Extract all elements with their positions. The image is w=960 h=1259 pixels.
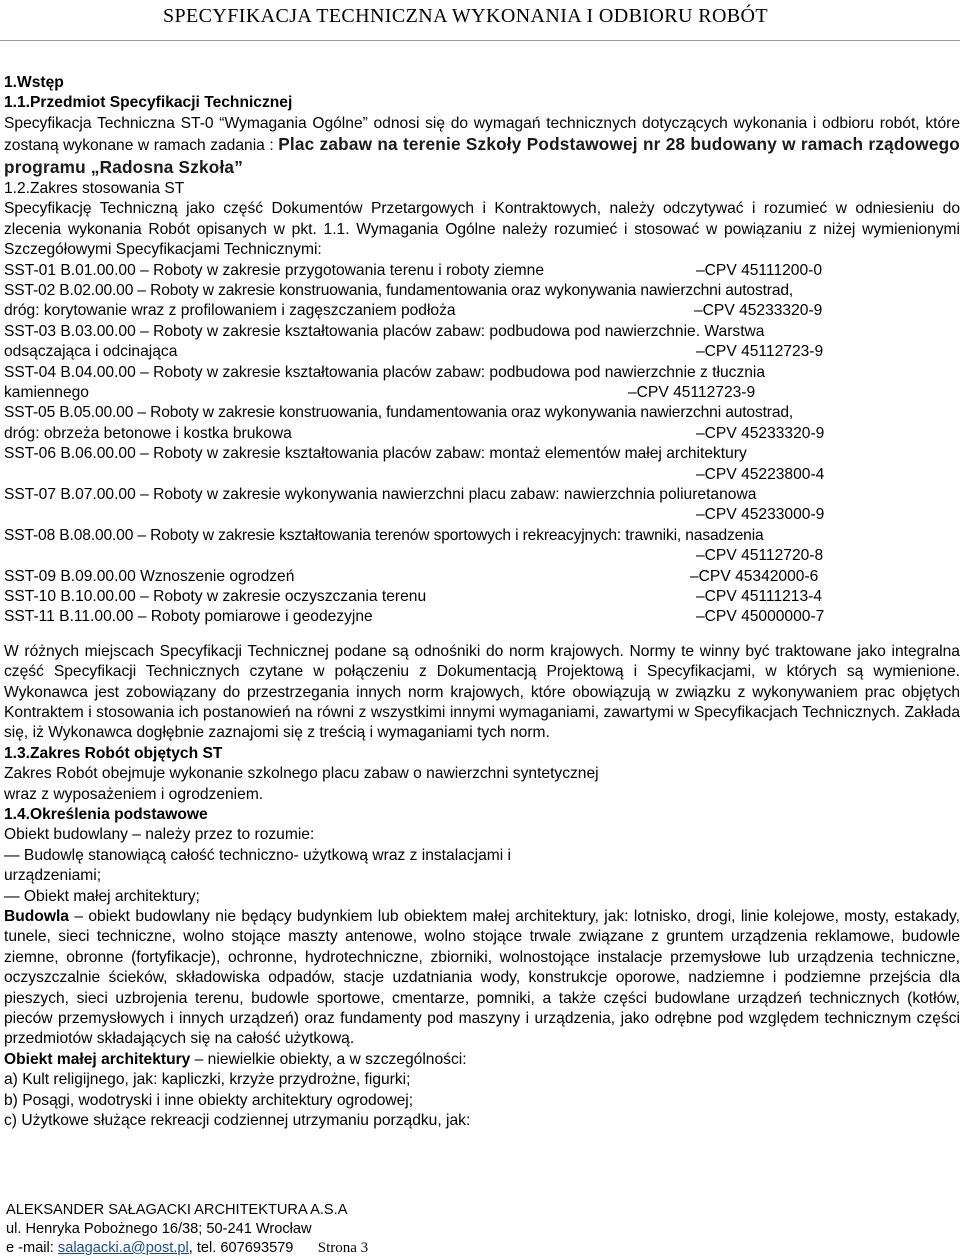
definition-intro: Obiekt budowlany – należy przez to rozumie: — [4, 826, 315, 844]
section-heading-1-1: 1.1.Przedmiot Specyfikacji Technicznej — [4, 94, 293, 112]
sst-row — [4, 607, 960, 627]
spacer — [4, 628, 960, 642]
scope-line: Zakres Robót obejmuje wykonanie szkolnego placu zabaw o nawierzchni syntetycznej — [4, 765, 599, 783]
sst-label: SST-05 B.05.00.00 – Roboty w zakresie konstruowania, fundamentowania oraz wykonywania nawierzchni autostrad, — [4, 404, 794, 422]
section-heading-1: 1.Wstęp — [4, 74, 64, 91]
section-1-2-paragraph: Specyfikację Techniczną jako część Dokumentów Przetargowych i Kontraktowych, należy odczytywać i rozumieć w odniesieniu do zlecenia wykonania Robót opisanych w pkt. 1.1. Wymagania Ogólne należy rozumieć i stosować w powiązaniu z niżej wymienionymi Szczegółowymi Specyfikacjami Technicznymi: — [4, 200, 960, 259]
definition-item: urządzeniami; — [4, 867, 102, 885]
sst-label: SST-08 B.08.00.00 – Roboty w zakresie kształtowania terenów sportowych i rekreacyjnych: trawniki, nasadzenia — [4, 526, 764, 544]
sst-label: SST-03 B.03.00.00 – Roboty w zakresie kształtowania placów zabaw: podbudowa pod nawierzchnie. Warstwa — [4, 322, 765, 340]
cpv-code: –CPV 45233320-9 — [696, 424, 825, 442]
section-heading-1-4: 1.4.Określenia podstawowe — [4, 805, 208, 823]
sst-row — [4, 301, 960, 321]
sst-label: SST-11 B.11.00.00 – Roboty pomiarowe i geodezyjne — [4, 608, 373, 626]
sst-label: SST-06 B.06.00.00 – Roboty w zakresie kształtowania placów zabaw: montaż elementów małej architektury — [4, 445, 747, 463]
sst-row — [4, 526, 960, 546]
scope-line: wraz z wyposażeniem i ogrodzeniem. — [4, 785, 264, 803]
sst-row — [4, 505, 960, 525]
budowla-definition — [4, 907, 960, 1050]
sst-row — [4, 424, 960, 444]
cpv-code: –CPV 45111200-0 — [696, 261, 822, 279]
list-item: c) Użytkowe służące rekreacji codziennej utrzymaniu porządku, jak: — [4, 1112, 471, 1130]
section-heading-1-2: 1.2.Zakres stosowania ST — [4, 180, 185, 198]
email-label: e -mail: — [6, 1240, 58, 1256]
cpv-code: –CPV 45111213-4 — [696, 587, 822, 605]
sst-row — [4, 546, 960, 566]
footer-contact — [6, 1239, 368, 1258]
project-title-highlight: Plac zabaw na terenie Szkoły Podstawowej nr 28 budowany w ramach rządowego programu „Radosna Szkoła” — [4, 134, 960, 177]
term-definition: – niewielkie obiekty, a w szczególności: — [190, 1050, 467, 1068]
sst-row — [4, 281, 960, 301]
sst-label: SST-09 B.09.00.00 Wznoszenie ogrodzeń — [4, 567, 295, 585]
sst-row — [4, 322, 960, 342]
term-definition: – obiekt budowlany nie będący budynkiem lub obiektem małej architektury, jak: lotnisko, drogi, linie kolejowe, mosty, estakady, tunele, sieci techniczne, wolno stojące maszty antenowe, wolno stojące trwale związane z gruntem urządzenia reklamowe, budowle ziemne, obronne (fortyfikacje), ochronne, hydrotechniczne, zbiorniki, wolnostojące instalacje przemysłowe lub urządzenia techniczne, oczyszczalnie ścieków, składowiska odpadów, stacje uzdatniania wody, konstrukcje oporowe, nadziemne i podziemne przejścia dla pieszych, sieci uzbrojenia terenu, budowle sportowe, cmentarze, pomniki, a także części budowlane urządzeń technicznych (kotłów, pieców przemysłowych i innych urządzeń) oraz fundamenty pod maszyny i urządzenia, jako odrębne pod względem technicznym części przedmiotów składających się na całość użytkową. — [4, 907, 960, 1048]
sst-label: dróg: korytowanie wraz z profilowaniem i zagęszczaniem podłoża — [4, 302, 456, 320]
sst-row — [4, 403, 960, 423]
sst-label: odsączająca i odcinająca — [4, 343, 178, 361]
footer-company: ALEKSANDER SAŁAGACKI ARCHITEKTURA A.S.A — [6, 1202, 348, 1218]
sst-row — [4, 485, 960, 505]
sst-label: dróg: obrzeża betonowe i kostka brukowa — [4, 424, 292, 442]
oma-definition — [4, 1050, 960, 1070]
email-link[interactable]: salagacki.a@post.pl — [57, 1240, 189, 1256]
cpv-code: –CPV 45342000-6 — [690, 567, 819, 585]
norms-paragraph: W różnych miejscach Specyfikacji Technicznej podane są odnośniki do norm krajowych. Normy te winny być traktowane jako integralna część Specyfikacji Technicznych czytane w połączeniu z Dokumentacją Projektową i Specyfikacjami, w których są wymienione. Wykonawca jest zobowiązany do przestrzegania innych norm krajowych, które obowiązują w związku z wykonywaniem prac objętych Kontraktem i stosowania ich postanowień na równi z wszystkimi innymi wymaganiami, zawartymi w Specyfikacjach Technicznych. Zakłada się, iż Wykonawca dogłębnie zaznajomi się z treścią i wymaganiami tych norm. — [4, 642, 960, 742]
term: Obiekt małej architektury — [4, 1050, 191, 1068]
header-title: SPECYFIKACJA TECHNICZNA WYKONANIA I ODBIORU ROBÓT — [162, 5, 768, 27]
cpv-code: –CPV 45112723-9 — [696, 343, 824, 361]
term: Budowla — [4, 907, 69, 925]
sst-row — [4, 261, 960, 281]
sst-label: kamiennego — [4, 384, 89, 401]
cpv-code: –CPV 45112720-8 — [696, 547, 824, 565]
sst-list — [4, 261, 960, 628]
sst-label: SST-07 B.07.00.00 – Roboty w zakresie wykonywania nawierzchni placu zabaw: nawierzchnia poliuretanowa — [4, 485, 757, 503]
cpv-code: –CPV 45000000-7 — [696, 608, 825, 626]
list-item: a) Kult religijnego, jak: kapliczki, krzyże przydrożne, figurki; — [4, 1071, 411, 1089]
sst-label: SST-04 B.04.00.00 – Roboty w zakresie kształtowania placów zabaw: podbudowa pod nawierzchnie z tłucznia — [4, 363, 766, 381]
footer-address: ul. Henryka Pobożnego 16/38; 50-241 Wrocław — [6, 1221, 312, 1237]
phone-text: , tel. 607693579 — [188, 1240, 294, 1256]
cpv-code: –CPV 45233000-9 — [696, 506, 825, 524]
section-heading-1-3: 1.3.Zakres Robót objętych ST — [4, 744, 223, 762]
definition-item: — Budowlę stanowiącą całość techniczno- użytkową wraz z instalacjami i — [4, 846, 512, 864]
sst-row — [4, 465, 960, 485]
document-body — [4, 73, 960, 1131]
page-header — [0, 0, 960, 41]
page-footer — [6, 1201, 368, 1258]
page-number: Strona 3 — [317, 1240, 369, 1256]
section-1-1-paragraph — [4, 114, 960, 179]
sst-label: SST-02 B.02.00.00 – Roboty w zakresie konstruowania, fundamentowania oraz wykonywania nawierzchni autostrad, — [4, 282, 794, 300]
sst-row — [4, 342, 960, 362]
sst-row — [4, 363, 960, 383]
intro-text: Specyfikacja Techniczna ST-0 “Wymagania Ogólne” odnosi się do wymagań technicznych dotyczących wykonania i odbioru robót, które zostaną wykonane w ramach zadania : — [4, 114, 960, 155]
definition-item: — Obiekt małej architektury; — [4, 887, 200, 905]
sst-row — [4, 587, 960, 607]
cpv-code: –CPV 45112723-9 — [628, 384, 756, 401]
sst-row — [4, 567, 960, 587]
cpv-code: –CPV 45233320-9 — [694, 302, 823, 320]
sst-label: SST-10 B.10.00.00 – Roboty w zakresie oczyszczania terenu — [4, 587, 427, 605]
cpv-code: –CPV 45223800-4 — [696, 465, 825, 483]
sst-row — [4, 383, 960, 403]
list-item: b) Posągi, wodotryski i inne obiekty architektury ogrodowej; — [4, 1091, 414, 1109]
sst-row — [4, 444, 960, 464]
sst-label: SST-01 B.01.00.00 – Roboty w zakresie przygotowania terenu i roboty ziemne — [4, 261, 545, 279]
